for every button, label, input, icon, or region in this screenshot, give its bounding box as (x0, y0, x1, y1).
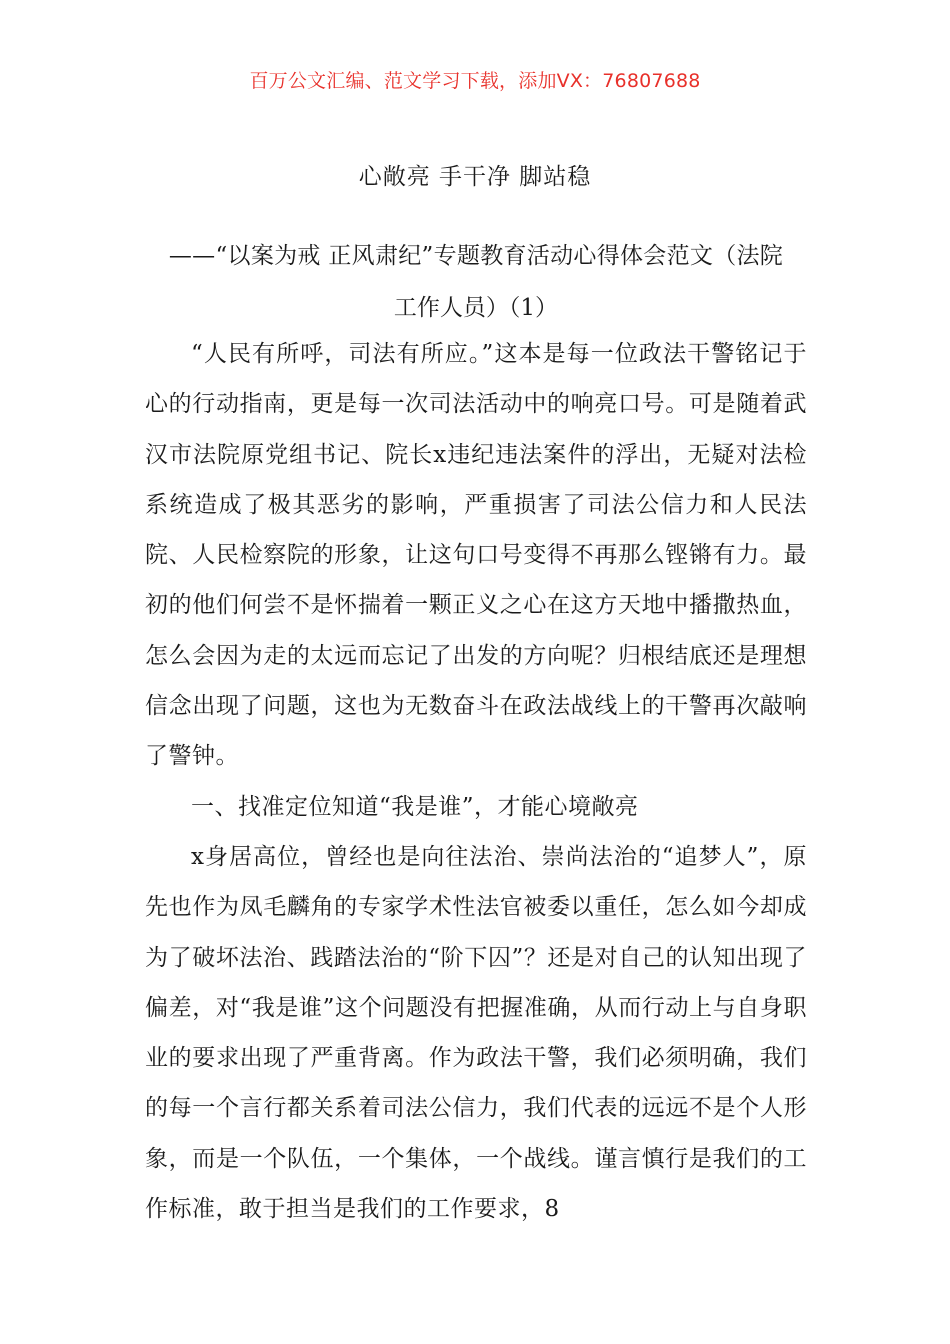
section-heading-1: 一、找准定位知道“我是谁”，才能心境敞亮 (191, 793, 639, 820)
paragraph-intro: “人民有所呼，司法有所应。”这本是每一位政法干警铭记于心的行动指南，更是每一次司法活动中的响亮口号。可是随着武汉市法院原党组书记、院长x违纪违法案件的浮出，无疑对法检系统造成了极其恶劣的影响，严重损害了司法公信力和人民法院、人民检察院的形象，让这句口号变得不再那么铿锵有力。最初的他们何尝不是怀揣着一颗正义之心在这方天地中播撒热血，怎么会因为走的太远而忘记了出发的方向呢？归根结底还是理想信念出现了问题，这也为无数奋斗在政法战线上的干警再次敲响了警钟。 (145, 341, 807, 770)
document-subtitle (145, 230, 807, 334)
subtitle-line-2: 工作人员）（1） (393, 295, 559, 321)
paragraph-section-1: x身居高位，曾经也是向往法治、崇尚法治的“追梦人”，原先也作为凤毛麟角的专家学术性法官被委以重任，怎么如今却成为了破坏法治、践踏法治的“阶下囚”？还是对自己的认知出现了偏差，对“我是谁”这个问题没有把握准确，从而行动上与自身职业的要求出现了严重背离。作为政法干警，我们必须明确，我们的每一个言行都关系着司法公信力，我们代表的远远不是个人形象，而是一个队伍，一个集体，一个战线。谨言慎行是我们的工作标准，敢于担当是我们的工作要求，8 (145, 843, 807, 1223)
subtitle-line-1: ——“以案为戒 正风肃纪”专题教育活动心得体会范文（法院 (168, 243, 784, 269)
document-title: 心敞亮 手干净 脚站稳 (358, 164, 592, 190)
header-banner: 百万公文汇编、范文学习下载，添加VX：76807688 (249, 70, 701, 92)
document-body (145, 329, 807, 1234)
